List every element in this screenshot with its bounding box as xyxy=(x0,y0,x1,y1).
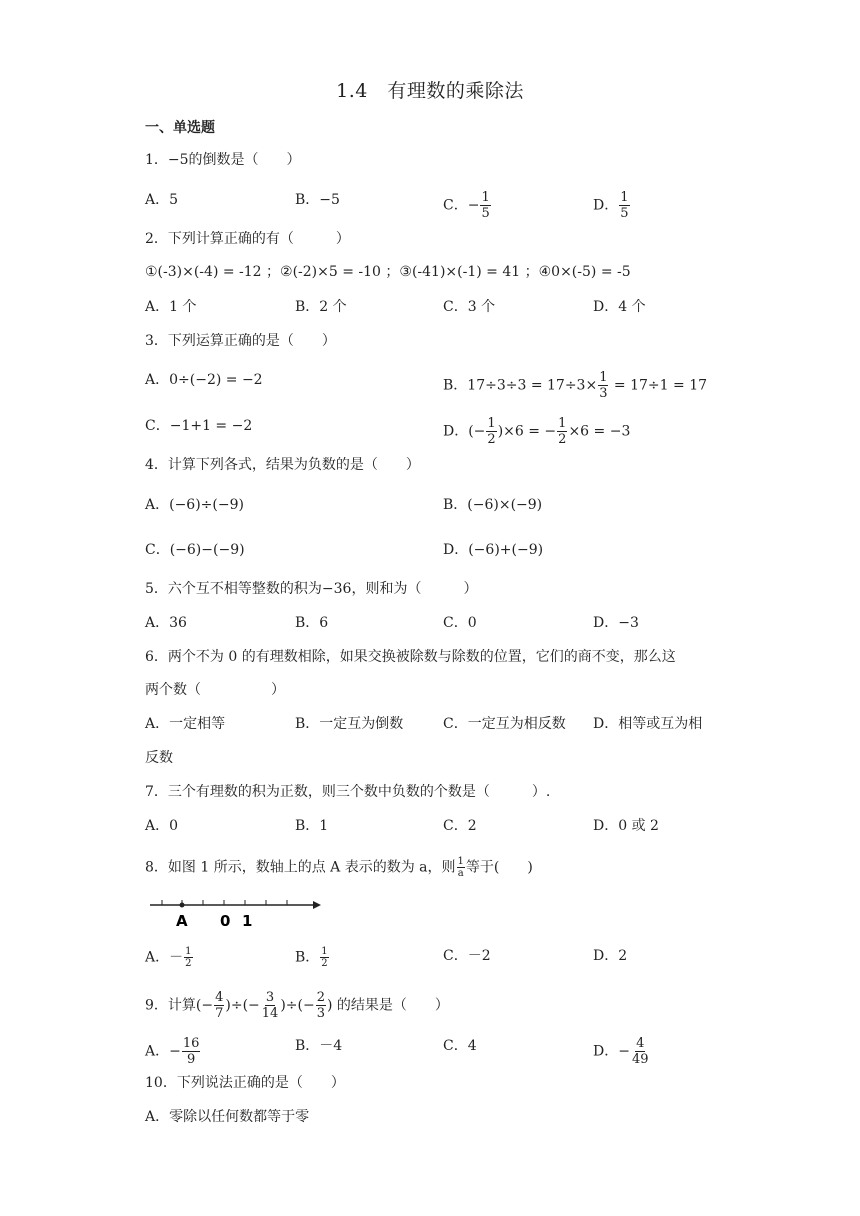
q2-option-a: A．1 个 xyxy=(145,299,197,315)
q10-option-a: A．零除以任何数都等于零 xyxy=(145,1109,310,1125)
q6-option-d: D．相等或互为相 xyxy=(593,716,703,732)
question-9-stem: 9．计算(− $\frac{4}{7}$ )÷(− $\frac{3}{14}$ )÷(− $\frac{2}{3}$ ) 的结果是（ ） xyxy=(145,990,449,1021)
question-2-stem: 2．下列计算正确的有（ ） xyxy=(145,231,350,247)
q2-option-b: B．2 个 xyxy=(295,299,347,315)
question-10-stem: 10．下列说法正确的是（ ） xyxy=(145,1075,345,1091)
question-8-stem: 8．如图 1 所示，数轴上的点 A 表示的数为 a，则 $\frac{1}{a}$ 等于( ) xyxy=(145,856,533,879)
q8-option-d: D．2 xyxy=(593,948,628,964)
q5-option-a: A．36 xyxy=(145,615,187,631)
q1-option-c: C．− $\frac{1}{5}$ xyxy=(443,190,490,221)
q4-option-b: B．(−6)×(−9) xyxy=(443,497,543,513)
q1-option-d: D． $\frac{1}{5}$ xyxy=(593,190,629,221)
q6-option-b: B．一定互为倒数 xyxy=(295,716,404,732)
q4-option-c: C．(−6)−(−9) xyxy=(145,542,245,558)
q5-option-b: B．6 xyxy=(295,615,329,631)
q7-option-a: A．0 xyxy=(145,818,179,834)
q8-option-a: A．－ $\frac{1}{2}$ xyxy=(145,946,192,969)
q6-option-c: C．一定互为相反数 xyxy=(443,716,566,732)
q3-option-a: A．0÷(−2) = −2 xyxy=(145,372,263,388)
q7-option-c: C．2 xyxy=(443,818,477,834)
q8-option-b: B． $\frac{1}{2}$ xyxy=(295,946,328,969)
q9-option-c: C．4 xyxy=(443,1038,477,1054)
page-title: 1.4 有理数的乘除法 xyxy=(336,80,524,102)
q9-option-a: A．− $\frac{16}{9}$ xyxy=(145,1036,200,1067)
number-line-arrow xyxy=(313,901,321,909)
point-a xyxy=(180,903,185,908)
q1-option-a: A．5 xyxy=(145,192,179,208)
q7-option-d: D．0 或 2 xyxy=(593,818,659,834)
question-6-stem-line2: 两个数（ ） xyxy=(145,682,285,698)
q3-option-b: B．17÷3÷3 = 17÷3× $\frac{1}{3}$ = 17÷1 = 17 xyxy=(443,370,708,401)
question-1-stem: 1．−5的倒数是（ ） xyxy=(145,152,301,168)
q6-option-a: A．一定相等 xyxy=(145,716,226,732)
q9-option-b: B．－4 xyxy=(295,1038,343,1054)
q5-option-d: D．−3 xyxy=(593,615,639,631)
q9-option-d: D．− $\frac{4}{49}$ xyxy=(593,1036,649,1067)
q3-option-d: D．(− $\frac{1}{2}$ )×6 = − $\frac{1}{2}$ ×6 = −3 xyxy=(443,416,631,447)
question-7-stem: 7．三个有理数的积为正数，则三个数中负数的个数是（ ）. xyxy=(145,784,551,800)
section-heading: 一、单选题 xyxy=(145,120,215,136)
question-3-stem: 3．下列运算正确的是（ ） xyxy=(145,333,336,349)
q5-option-c: C．0 xyxy=(443,615,477,631)
q2-option-d: D．4 个 xyxy=(593,299,646,315)
question-4-stem: 4．计算下列各式，结果为负数的是（ ） xyxy=(145,457,420,473)
axis-label-a: A xyxy=(176,912,188,930)
q3-option-c: C．−1+1 = −2 xyxy=(145,418,253,434)
question-5-stem: 5．六个互不相等整数的积为−36，则和为（ ） xyxy=(145,581,478,597)
q1-option-b: B．−5 xyxy=(295,192,340,208)
axis-label-1: 1 xyxy=(242,912,253,930)
question-6-stem-line1: 6．两个不为 0 的有理数相除，如果交换被除数与除数的位置，它们的商不变，那么这 xyxy=(145,649,676,665)
axis-label-0: 0 xyxy=(220,912,231,930)
q8-option-c: C．－2 xyxy=(443,948,491,964)
number-line-figure xyxy=(145,893,335,933)
q2-option-c: C．3 个 xyxy=(443,299,496,315)
q4-option-a: A．(−6)÷(−9) xyxy=(145,497,244,513)
q2-items: ①(-3)×(-4) = -12 ；②(-2)×5 = -10 ；③(-41)×(-1) = 41 ；④0×(-5) = -5 xyxy=(145,264,631,280)
q6-option-d-continued: 反数 xyxy=(145,750,173,766)
q4-option-d: D．(−6)+(−9) xyxy=(443,542,544,558)
q7-option-b: B．1 xyxy=(295,818,329,834)
